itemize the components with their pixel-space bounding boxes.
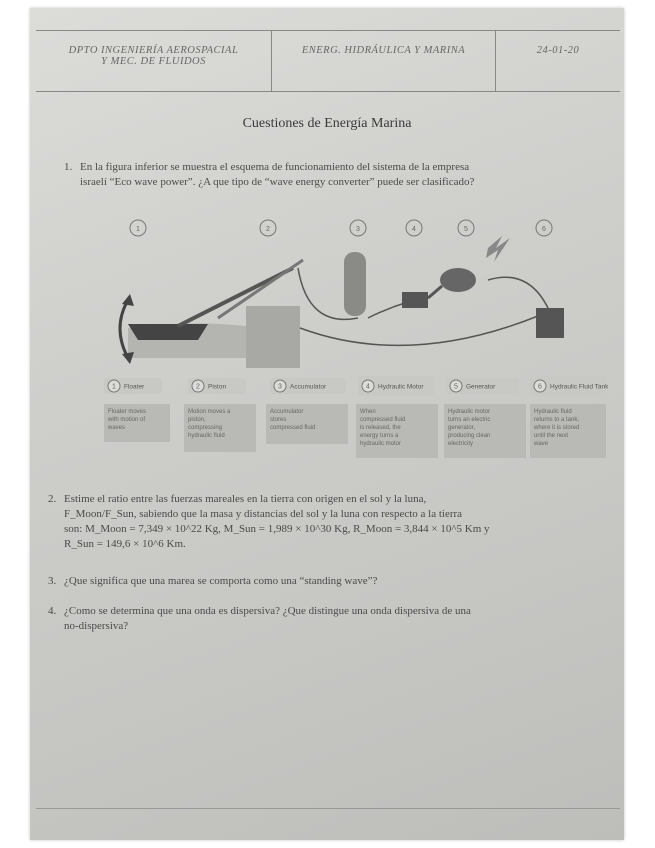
circle-number: 1 [136, 226, 140, 233]
svg-text:waves: waves [108, 425, 126, 431]
caption-name: Floater [124, 383, 145, 391]
caption-floater [104, 378, 170, 442]
svg-text:hydraulic motor: hydraulic motor [360, 441, 402, 447]
svg-text:generator,: generator, [448, 425, 476, 431]
component-captions [104, 376, 608, 458]
svg-text:6: 6 [538, 383, 542, 391]
question-number: 1. [64, 161, 73, 173]
question-text: ¿Que significa que una marea se comporta como una “standing wave”? [64, 575, 378, 587]
svg-text:where it is stored: where it is stored [534, 425, 580, 431]
question-number: 3. [48, 575, 57, 587]
course-name: ENERG. HIDRÁULICA Y MARINA [301, 45, 466, 56]
circle-number: 4 [412, 226, 416, 233]
svg-text:4: 4 [366, 383, 370, 391]
svg-text:hydraulic fluid: hydraulic fluid [188, 433, 225, 439]
question-text: israelí “Eco wave power”. ¿A que tipo de “wave energy converter” puede ser clasificado? [80, 176, 475, 188]
generator [440, 268, 476, 292]
svg-text:2: 2 [196, 383, 200, 391]
svg-text:Floater moves: Floater moves [108, 409, 147, 415]
caption-fluid-tank [530, 376, 608, 458]
svg-text:energy turns a: energy turns a [360, 433, 399, 439]
svg-text:Hydraulic Motor: Hydraulic Motor [378, 383, 424, 391]
caption-hydraulic-motor [356, 376, 438, 458]
svg-text:When: When [360, 409, 376, 415]
pipe [488, 277, 548, 308]
page-title: Cuestiones de Energía Marina [242, 116, 412, 131]
footer-rule [36, 808, 620, 809]
question-text: F_Moon/F_Sun, sabiendo que la masa y distancias del sol y la luna con respecto a la tierra [64, 508, 463, 520]
hydraulic-motor [402, 292, 428, 308]
circle-number: 2 [266, 226, 270, 233]
fluid-tank [536, 308, 564, 338]
svg-text:returns to a tank,: returns to a tank, [534, 417, 580, 423]
exam-sheet [30, 8, 624, 840]
pier-structure [246, 306, 300, 368]
question-1 [64, 160, 608, 190]
question-text: R_Sun = 149,6 × 10^6 Km. [64, 538, 186, 550]
lightning-icon [486, 236, 510, 262]
course-cell [272, 31, 496, 91]
pipe [300, 316, 538, 345]
circle-number: 6 [542, 226, 546, 233]
question-text: son: M_Moon = 7,349 × 10^22 Kg, M_Sun = 1,989 × 10^30 Kg, R_Moon = 3,844 × 10^5 Km y [64, 523, 490, 535]
question-text: Estime el ratio entre las fuerzas mareales en la tierra con origen en el sol y la luna, [64, 493, 427, 505]
svg-text:3: 3 [278, 383, 282, 391]
svg-text:until the next: until the next [534, 433, 569, 439]
department-line1: DPTO INGENIERÍA AEROSPACIAL [68, 45, 239, 56]
svg-text:producing clean: producing clean [448, 433, 491, 439]
svg-text:Generator: Generator [466, 383, 496, 391]
question-text: En la figura inferior se muestra el esquema de funcionamiento del sistema de la empresa [80, 161, 470, 173]
caption-accumulator [266, 378, 348, 444]
svg-text:compressed fluid: compressed fluid [270, 425, 316, 431]
question-3 [48, 574, 608, 589]
svg-text:electricity: electricity [448, 441, 474, 447]
svg-text:Motion moves a: Motion moves a [188, 409, 231, 415]
svg-text:stores: stores [270, 417, 287, 423]
svg-text:Hydraulic motor: Hydraulic motor [448, 409, 491, 415]
department-line2: Y MEC. DE FLUIDOS [101, 56, 206, 67]
question-text: no-dispersiva? [64, 620, 129, 632]
svg-text:compressing: compressing [188, 425, 223, 431]
step-number-circles [130, 220, 552, 236]
machinery-illustration [120, 236, 564, 368]
svg-text:turns an electric: turns an electric [448, 417, 491, 423]
svg-text:wave: wave [534, 441, 549, 447]
question-2 [48, 492, 622, 552]
question-4 [48, 604, 622, 634]
svg-text:piston,: piston, [188, 417, 206, 423]
svg-text:Hydraulic fluid: Hydraulic fluid [534, 409, 572, 415]
circle-number: 5 [464, 226, 468, 233]
department-cell [36, 31, 272, 91]
svg-text:Accumulator: Accumulator [290, 383, 327, 391]
svg-text:with motion of: with motion of [108, 417, 146, 423]
caption-piston [184, 378, 256, 452]
question-number: 2. [48, 493, 57, 505]
caption-number: 1 [112, 383, 116, 391]
svg-text:Accumulator: Accumulator [270, 409, 304, 415]
date-cell [496, 31, 620, 91]
svg-text:Piston: Piston [208, 383, 227, 391]
question-text: ¿Como se determina que una onda es dispersiva? ¿Que distingue una onda dispersiva de una [64, 605, 471, 617]
caption-generator [444, 378, 526, 458]
wave-energy-diagram [68, 208, 608, 470]
accumulator [344, 252, 366, 316]
exam-date: 24-01-20 [536, 45, 580, 56]
header-table [36, 30, 620, 92]
floater [128, 324, 208, 340]
svg-text:Hydraulic Fluid Tank: Hydraulic Fluid Tank [550, 383, 608, 391]
motion-arrow [120, 300, 128, 358]
question-number: 4. [48, 605, 57, 617]
circle-number: 3 [356, 226, 360, 233]
svg-text:compressed fluid: compressed fluid [360, 417, 406, 423]
svg-text:is released, the: is released, the [360, 425, 401, 431]
svg-text:5: 5 [454, 383, 458, 391]
